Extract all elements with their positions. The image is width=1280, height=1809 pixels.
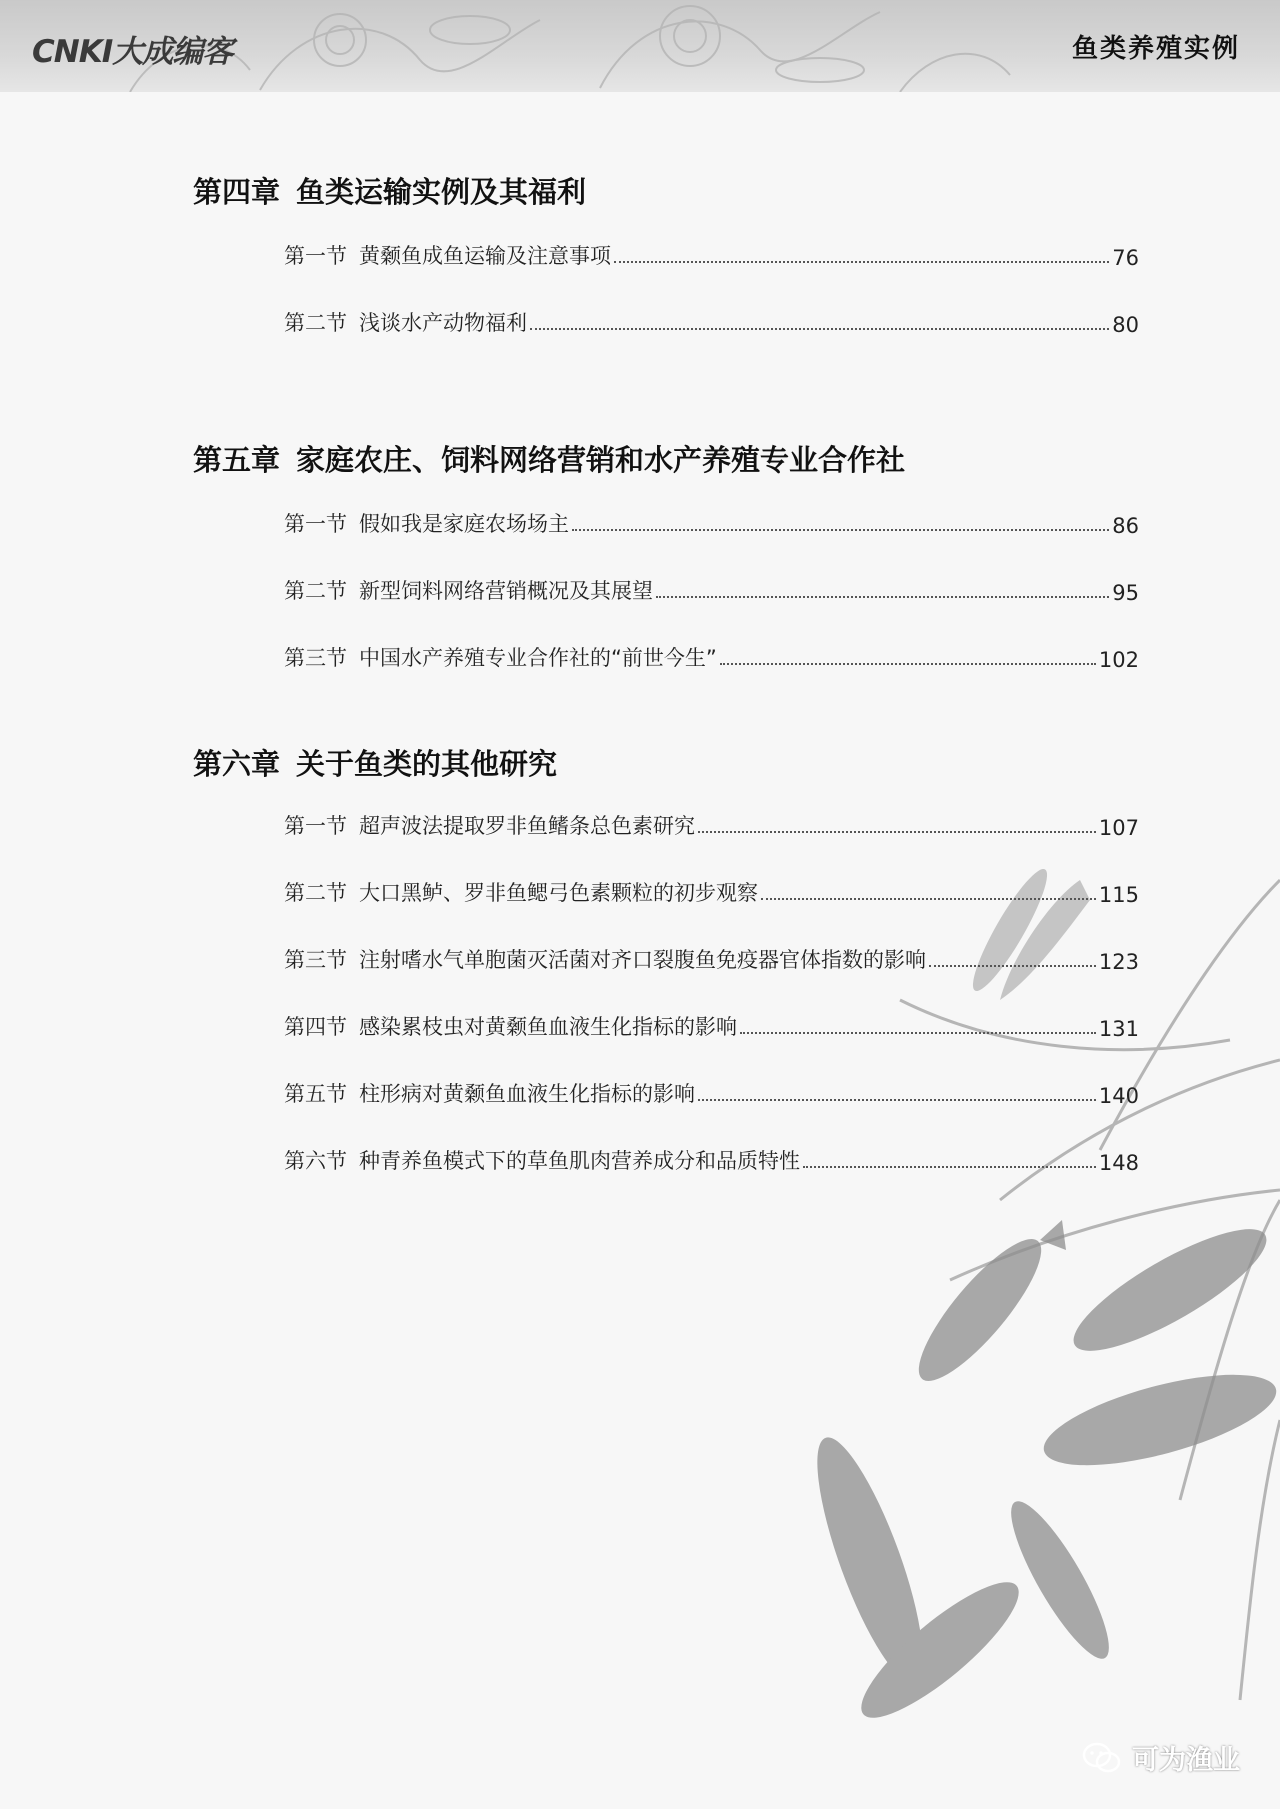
- section-number: 第二节: [284, 881, 347, 905]
- toc-entry[interactable]: [284, 877, 1139, 907]
- page-number: 148: [1098, 1151, 1139, 1175]
- chapter-number: 第四章: [193, 175, 281, 209]
- dot-leader: [740, 1032, 1096, 1034]
- toc-entry[interactable]: [284, 1078, 1139, 1108]
- page-number: 76: [1112, 246, 1139, 270]
- wechat-watermark: [1082, 1738, 1240, 1777]
- section-number: 第五节: [284, 1082, 347, 1106]
- dot-leader: [698, 1099, 1096, 1101]
- cnki-logo: CNKI大成编客: [32, 34, 233, 70]
- chapter-heading[interactable]: [193, 438, 905, 479]
- section-title: 超声波法提取罗非鱼鳍条总色素研究: [359, 814, 695, 838]
- page-number: 80: [1112, 313, 1139, 337]
- toc-entry[interactable]: [284, 307, 1139, 337]
- section-title: 大口黑鲈、罗非鱼鳃弓色素颗粒的初步观察: [359, 881, 758, 905]
- chapter-title: 关于鱼类的其他研究: [296, 747, 558, 781]
- chapter-heading[interactable]: [193, 742, 557, 783]
- dot-leader: [530, 328, 1109, 330]
- section-title: 假如我是家庭农场场主: [359, 512, 569, 536]
- book-title: 鱼类养殖实例: [1071, 34, 1240, 64]
- section-number: 第一节: [284, 512, 347, 536]
- section-number: 第三节: [284, 948, 347, 972]
- page-number: 102: [1098, 648, 1139, 672]
- section-title: 种青养鱼模式下的草鱼肌肉营养成分和品质特性: [359, 1149, 800, 1173]
- chapter-title: 家庭农庄、饲料网络营销和水产养殖专业合作社: [296, 443, 906, 477]
- section-number: 第六节: [284, 1149, 347, 1173]
- wechat-icon: [1082, 1741, 1122, 1775]
- page-number: 131: [1098, 1017, 1139, 1041]
- section-number: 第四节: [284, 1015, 347, 1039]
- toc-entry[interactable]: [284, 240, 1139, 270]
- chapter-number: 第五章: [193, 443, 281, 477]
- section-number: 第二节: [284, 579, 347, 603]
- dot-leader: [720, 663, 1096, 665]
- section-number: 第三节: [284, 646, 347, 670]
- chapter-number: 第六章: [193, 747, 281, 781]
- dot-leader: [761, 898, 1096, 900]
- dot-leader: [572, 529, 1109, 531]
- toc-entry[interactable]: [284, 810, 1139, 840]
- section-title: 黄颡鱼成鱼运输及注意事项: [359, 244, 611, 268]
- watermark-text: 可为渔业: [1132, 1745, 1240, 1776]
- page-number: 123: [1098, 950, 1139, 974]
- chapter-title: 鱼类运输实例及其福利: [296, 175, 587, 209]
- section-number: 第二节: [284, 311, 347, 335]
- dot-leader: [656, 596, 1109, 598]
- section-title: 浅谈水产动物福利: [359, 311, 527, 335]
- section-title: 注射嗜水气单胞菌灭活菌对齐口裂腹鱼免疫器官体指数的影响: [359, 948, 926, 972]
- section-title: 中国水产养殖专业合作社的“前世今生”: [359, 646, 717, 670]
- dot-leader: [929, 965, 1096, 967]
- page-number: 115: [1098, 883, 1139, 907]
- page-number: 95: [1112, 581, 1139, 605]
- toc-entry[interactable]: [284, 1145, 1139, 1175]
- section-title: 感染累枝虫对黄颡鱼血液生化指标的影响: [359, 1015, 737, 1039]
- dot-leader: [803, 1166, 1096, 1168]
- dot-leader: [698, 831, 1096, 833]
- toc-entry[interactable]: [284, 944, 1139, 974]
- toc-entry[interactable]: [284, 642, 1139, 672]
- section-title: 柱形病对黄颡鱼血液生化指标的影响: [359, 1082, 695, 1106]
- toc-entry[interactable]: [284, 575, 1139, 605]
- chapter-heading[interactable]: [193, 170, 586, 211]
- section-title: 新型饲料网络营销概况及其展望: [359, 579, 653, 603]
- section-number: 第一节: [284, 244, 347, 268]
- toc-entry[interactable]: [284, 1011, 1139, 1041]
- toc-entry[interactable]: [284, 508, 1139, 538]
- page-number: 140: [1098, 1084, 1139, 1108]
- section-number: 第一节: [284, 814, 347, 838]
- page-number: 107: [1098, 816, 1139, 840]
- page-number: 86: [1112, 514, 1139, 538]
- dot-leader: [614, 261, 1109, 263]
